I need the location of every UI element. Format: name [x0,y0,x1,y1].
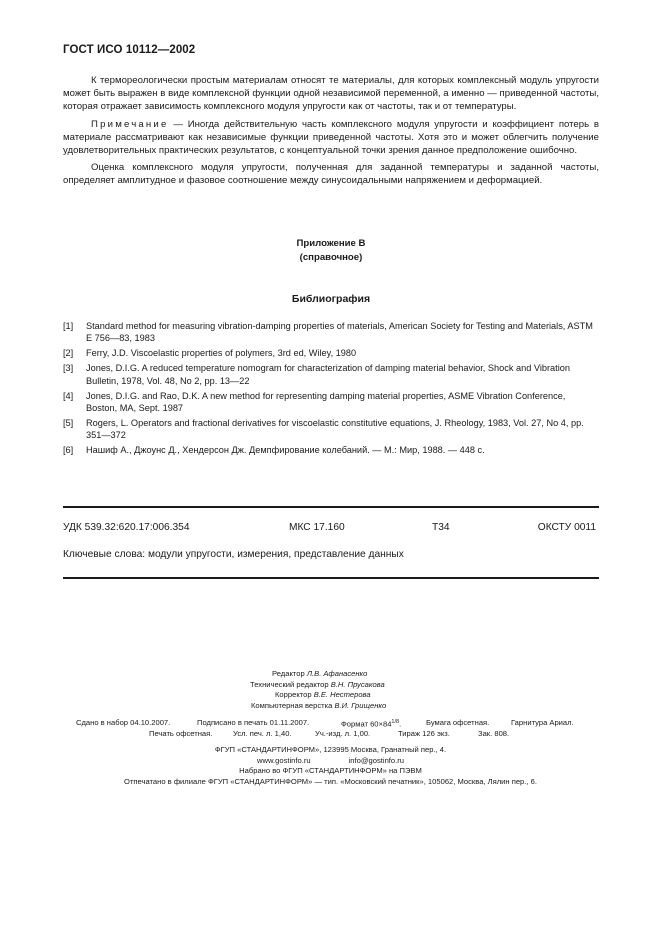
divider-top [63,506,599,508]
appendix-title: Приложение В [296,238,366,249]
divider-bottom [63,577,599,579]
bibliography-item [63,362,599,387]
bibliography-item [63,444,599,456]
typeset-info: Набрано во ФГУП «СТАНДАРТИНФОРМ» на ПЭВМ [239,766,422,776]
imprint-print: Печать офсетная. [149,729,213,738]
t-code: Т34 [432,522,450,533]
ref-number: [4] [63,390,74,401]
ref-number: [3] [63,363,74,374]
imprint-format: Формат $60\times 84^{1/8}$. [341,719,402,729]
credit-layout: Компьютерная верстка В.И. Грищенко [251,700,387,710]
credit-editor: Редактор Л.В. Афанасенко [272,669,368,678]
paragraph-complex-modulus: Оценка комплексного модуля упругости, полученная для заданной температуры и заданной частоты, определяет амплитудное и фазовое соотношение между синусоидальными напряжением и деформацией. [63,162,599,187]
imprint-uch: Уч.-изд. л. 1,00. [315,729,371,738]
ref-text: Ferry, J.D. Viscoelastic properties of polymers, 3rd ed, Wiley, 1980 [86,348,357,359]
credit-corrector: Корректор В.Е. Нестерова [275,690,371,700]
appendix-heading [63,237,599,264]
page-header: ГОСТ ИСО 10112—2002 [63,44,196,56]
ref-text: Jones, D.I.G. A reduced temperature nomogram for characterization of damping material behavior, Shock and Vibration Bulletin, 1978, Vol. 48, No 2, pp. 13—22 [86,363,570,386]
ref-text: Standard method for measuring vibration-damping properties of materials, American Society for Testing and Materials, ASTM E 756—83, 1983 [86,321,593,344]
ref-number: [5] [63,417,74,428]
note-text: — Иногда действительную часть комплексного модуля упругости и коэффициент потерь в материале рассматривают как независимые функции приведенной частоты. Хотя это и может облегчить получение удовлетворительных практических результатов, с концептуальной точки зрения данное предположение ошибочно. [63,118,599,157]
ref-number: [2] [63,348,74,359]
note-label: Примечание [91,118,169,130]
publisher-website: www.gostinfo.ru [256,755,311,765]
body-text [63,74,599,192]
paragraph-thermorheology: К термореологически простым материалам относят те материалы, для которых комплексный модуль упругости может быть выражен в виде комплексной функции одной независимой переменной, а именно — приведенной частоты, которая отражает зависимость комплексного модуля упругости как от частоты, так и от температуры. [63,75,599,113]
imprint-run: Тираж 126 экз. [398,729,450,738]
publisher-web [0,756,661,767]
credit-tech-editor: Технический редактор В.Н. Прусакова [250,679,385,689]
imprint-usl: Усл. печ. л. 1,40. [233,729,292,738]
ref-text: Jones, D.I.G. and Rao, D.K. A new method for representing damping material properties, ASME Vibration Conference, Boston, MA, Sept. 1987 [86,390,566,413]
bibliography-item [63,417,599,442]
ref-text: Нашиф А., Джоунс Д., Хендерсон Дж. Демпфирование колебаний. — М.: Мир, 1988. — 448 с. [86,445,485,456]
imprint-signed-date: Подписано в печать 01.11.2007. [197,718,310,727]
udk-code: УДК 539.32:620.17:006.354 [63,522,190,533]
bibliography-item [63,347,599,359]
ref-text: Rogers, L. Operators and fractional derivatives for viscoelastic constitutive equations, J. Rheology, 1983, Vol. 27, No 4, pp. 351—372 [86,417,584,441]
publisher-email: info@gostinfo.ru [348,755,405,765]
bibliography-list [63,320,599,459]
publisher-address: ФГУП «СТАНДАРТИНФОРМ», 123995 Москва, Гранатный пер., 4. [214,745,447,754]
mks-code: МКС 17.160 [289,522,345,533]
appendix-subtitle: (справочное) [299,251,363,263]
imprint-font: Гарнитура Ариал. [511,718,574,727]
printed-info: Отпечатано в филиале ФГУП «СТАНДАРТИНФОРМ» — тип. «Московский печатник», 105062, Москва, Лялин пер., 6. [124,777,537,787]
ref-number: [1] [63,321,74,331]
bibliography-title: Библиография [291,293,371,305]
bibliography-item [63,390,599,415]
imprint-order: Зак. 808. [478,729,510,738]
imprint-paper: Бумага офсетная. [426,718,490,727]
okstu-code: ОКСТУ 0011 [537,522,596,533]
bibliography-item [63,320,599,345]
imprint-set-date: Сдано в набор 04.10.2007. [76,718,171,727]
keywords: Ключевые слова: модули упругости, измерения, представление данных [63,549,404,560]
note-paragraph [63,118,599,158]
publisher-footer [0,745,661,788]
ref-number: [6] [63,445,74,456]
